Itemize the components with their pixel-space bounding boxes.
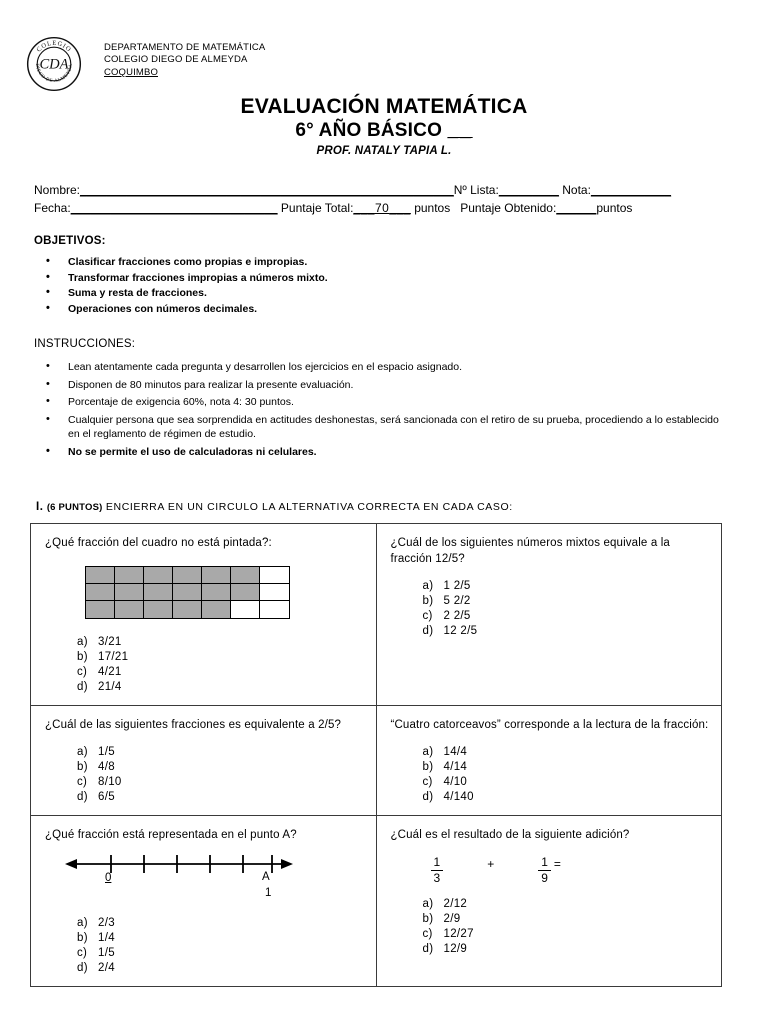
table-row (31, 524, 722, 706)
option-text: 4/21 (98, 665, 122, 678)
instruction-item: • Porcentaje de exigencia 60%, nota 4: 30 puntos. (68, 395, 728, 410)
option-b[interactable] (77, 931, 364, 946)
grid-cell (173, 584, 202, 601)
svg-text:DIEGO DE ALMEYDA: DIEGO DE ALMEYDA (33, 63, 75, 85)
part-instruction: ENCIERRA EN UN CIRCULO LA ALTERNATIVA CORRECTA EN CADA CASO: (105, 501, 513, 513)
objective-item: • Transformar fracciones impropias a números mixto. (68, 271, 768, 286)
city-line: COQUIMBO (104, 66, 158, 78)
name-input-blank[interactable]: ________________________________________________________ (80, 183, 454, 197)
option-b[interactable] (77, 650, 364, 665)
option-text: 8/10 (98, 776, 122, 788)
grid-cell (144, 601, 173, 618)
question-prompt: ¿Cuál de los siguientes números mixtos equivale a la fracción 12/5? (390, 537, 670, 565)
grid-cell (231, 601, 260, 618)
option-text: 2 2/5 (443, 610, 471, 622)
professor-name: PROF. NATALY TAPIA L. (316, 145, 452, 157)
option-c[interactable] (423, 775, 710, 790)
svg-text:CDA: CDA (39, 56, 69, 73)
option-d[interactable] (77, 961, 364, 976)
grid-cell (173, 567, 202, 584)
grid-cell (260, 601, 289, 618)
option-d[interactable] (423, 624, 710, 639)
option-b[interactable] (423, 912, 710, 927)
question-prompt: ¿Cuál es el resultado de la siguiente adición? (390, 829, 630, 841)
option-a[interactable] (77, 916, 364, 931)
question-prompt: ¿Qué fracción está representada en el punto A? (45, 829, 297, 841)
option-label: a) (422, 580, 434, 592)
grid-cell (144, 584, 173, 601)
grid-cell (144, 567, 173, 584)
option-a[interactable] (423, 579, 710, 594)
equals-sign: = (553, 856, 561, 871)
option-label: c) (422, 927, 433, 940)
total-points-blank-right: ___ (389, 201, 411, 215)
grid-cell (115, 567, 144, 584)
option-label: d) (422, 942, 434, 955)
options-list (45, 745, 364, 805)
grid-cell (231, 567, 260, 584)
option-text: 3/21 (98, 635, 122, 648)
grid-cell (173, 601, 202, 618)
number-line-point-label: A (262, 870, 270, 883)
option-d[interactable] (77, 790, 364, 805)
objective-item: • Clasificar fracciones como propias e impropias. (68, 255, 768, 270)
objective-item: • Operaciones con números decimales. (68, 302, 768, 317)
obtained-points-unit: puntos (596, 201, 633, 215)
date-row (34, 199, 738, 217)
option-label: b) (422, 912, 434, 925)
option-c[interactable] (77, 775, 364, 790)
second-denominator: 9 (541, 870, 548, 885)
option-label: b) (77, 931, 88, 944)
question-cell-3 (31, 705, 377, 816)
total-points-blank-left: ___ (353, 201, 375, 215)
option-label: d) (422, 625, 434, 637)
first-denominator: 3 (433, 870, 441, 885)
option-label: a) (422, 897, 434, 910)
grid-cell (202, 567, 231, 584)
options-list (391, 579, 710, 639)
question-cell-2 (376, 524, 722, 706)
question-cell-4 (376, 705, 722, 816)
option-label: d) (77, 961, 88, 974)
question-cell-1 (31, 524, 377, 706)
option-c[interactable] (423, 609, 710, 624)
table-row (31, 816, 722, 987)
instruction-item: • Lean atentamente cada pregunta y desarrollen los ejercicios en el espacio asignado. (68, 360, 728, 375)
number-line-point-value: 1 (265, 886, 272, 899)
part-points: (6 PUNTOS) (46, 502, 103, 513)
option-text: 1/4 (98, 931, 115, 944)
option-text: 5 2/2 (443, 595, 471, 607)
document-header (0, 0, 768, 159)
grid-cell (260, 584, 289, 601)
grid-cell (231, 584, 260, 601)
title-block (0, 94, 768, 159)
department-line: DEPARTAMENTO DE MATEMÁTICA (104, 42, 266, 53)
options-list (45, 635, 364, 695)
option-text: 14/4 (443, 746, 468, 758)
grid-row (86, 567, 289, 584)
option-c[interactable] (77, 665, 364, 680)
student-id-fields (0, 181, 768, 217)
number-line-figure (59, 852, 299, 904)
option-label: a) (422, 746, 434, 758)
total-points-unit: puntos (414, 201, 451, 215)
question-cell-5 (31, 816, 377, 987)
option-a[interactable] (423, 897, 710, 912)
objectives-title: OBJETIVOS: (34, 235, 106, 247)
name-row (34, 181, 738, 199)
option-d[interactable] (423, 790, 710, 805)
option-text: 2/9 (443, 912, 461, 925)
grid-cell (86, 601, 115, 618)
first-numerator: 1 (431, 856, 444, 871)
option-text: 12/9 (443, 942, 468, 955)
second-numerator: 1 (538, 856, 551, 871)
option-b[interactable] (77, 760, 364, 775)
option-text: 1/5 (98, 946, 115, 959)
option-a[interactable] (423, 745, 710, 760)
option-label: c) (77, 776, 88, 788)
objective-item: • Suma y resta de fracciones. (68, 286, 768, 301)
table-row (31, 705, 722, 816)
option-label: b) (422, 761, 434, 773)
options-list (391, 745, 710, 805)
option-text: 6/5 (98, 791, 115, 803)
school-address-block (104, 34, 265, 79)
grid-cell (260, 567, 289, 584)
options-list (45, 916, 364, 976)
option-label: c) (77, 665, 88, 678)
option-label: b) (77, 650, 88, 663)
question-prompt: ¿Qué fracción del cuadro no está pintada?: (45, 537, 272, 549)
first-fraction (431, 856, 444, 885)
name-label: Nombre: (34, 183, 81, 197)
list-number-blank[interactable]: _________ (498, 183, 559, 197)
option-b[interactable] (423, 594, 710, 609)
option-text: 4/140 (443, 791, 474, 803)
grade-level-blank: __ (447, 120, 473, 141)
option-text: 12/27 (443, 927, 474, 940)
total-points-label: Puntaje Total: (280, 201, 354, 215)
option-label: c) (77, 946, 88, 959)
option-label: c) (422, 610, 433, 622)
grid-row (86, 584, 289, 601)
fraction-addition-figure (431, 856, 710, 885)
grid-cell (202, 584, 231, 601)
svg-text:COLEGIO: COLEGIO (35, 39, 73, 54)
option-a[interactable] (77, 635, 364, 650)
option-text: 1/5 (98, 746, 115, 758)
option-label: d) (422, 791, 434, 803)
instructions-title: INSTRUCCIONES: (34, 338, 136, 350)
option-c[interactable] (77, 946, 364, 961)
option-text: 17/21 (98, 650, 129, 663)
option-text: 2/12 (443, 897, 468, 910)
option-text: 12 2/5 (443, 625, 478, 637)
instruction-item: • Cualquier persona que sea sorprendida en actitudes deshonestas, será sancionada con el retiro de su prueba, procediendo a lo establecido en el reglamento de régimen de estudio. (68, 413, 728, 442)
option-text: 4/8 (98, 761, 115, 773)
date-label: Fecha: (34, 201, 71, 215)
option-d[interactable] (77, 680, 364, 695)
option-text: 4/14 (443, 761, 468, 773)
option-label: a) (77, 746, 88, 758)
grade-label: Nota: (562, 183, 591, 197)
page-subtitle (0, 119, 768, 142)
instruction-item: • Disponen de 80 minutos para realizar la presente evaluación. (68, 378, 728, 393)
option-a[interactable] (77, 745, 364, 760)
list-number-label: Nº Lista: (453, 183, 499, 197)
grade-blank[interactable]: ____________ (590, 183, 672, 197)
date-blank[interactable]: _______________________________ (70, 201, 278, 215)
option-text: 21/4 (98, 680, 122, 693)
grid-cell (115, 601, 144, 618)
obtained-points-blank[interactable]: ______ (556, 201, 597, 215)
school-line: COLEGIO DIEGO DE ALMEYDA (104, 54, 248, 66)
option-c[interactable] (423, 927, 710, 942)
number-line-start-label: 0 (105, 871, 112, 884)
option-text: 1 2/5 (443, 580, 471, 592)
option-label: a) (77, 916, 88, 929)
obtained-points-label: Puntaje Obtenido: (460, 201, 557, 215)
option-label: b) (422, 595, 434, 607)
plus-operator: + (487, 856, 495, 871)
question-prompt: “Cuatro catorceavos” corresponde a la lectura de la fracción: (390, 718, 709, 731)
grid-cell (86, 567, 115, 584)
question-cell-6 (376, 816, 722, 987)
grid-cell (86, 584, 115, 601)
shaded-grid-figure (85, 566, 290, 619)
instruction-item: • No se permite el uso de calculadoras ni celulares. (68, 445, 728, 460)
part-number: I. (36, 501, 44, 513)
total-points-value: 70 (374, 201, 390, 215)
option-text: 2/3 (98, 916, 115, 929)
option-b[interactable] (423, 760, 710, 775)
instructions-list (0, 360, 768, 459)
option-text: 2/4 (98, 961, 115, 974)
header-identity-row (0, 34, 768, 92)
options-list (391, 897, 710, 957)
option-label: c) (422, 776, 433, 788)
grade-level-text: 6° AÑO BÁSICO (295, 120, 443, 141)
option-label: b) (77, 761, 88, 773)
option-label: d) (77, 680, 88, 693)
grid-cell (202, 601, 231, 618)
school-seal-icon (26, 36, 82, 92)
part-one-heading (36, 501, 768, 513)
second-fraction (538, 856, 551, 885)
question-prompt: ¿Cuál de las siguientes fracciones es equivalente a 2/5? (45, 718, 342, 731)
grid-cell (115, 584, 144, 601)
option-label: d) (77, 791, 88, 803)
grid-row (86, 601, 289, 618)
option-label: a) (77, 635, 88, 648)
questions-table (30, 523, 722, 987)
page-title: EVALUACIÓN MATEMÁTICA (240, 95, 528, 118)
option-d[interactable] (423, 942, 710, 957)
option-text: 4/10 (443, 776, 468, 788)
objectives-list (0, 255, 768, 316)
